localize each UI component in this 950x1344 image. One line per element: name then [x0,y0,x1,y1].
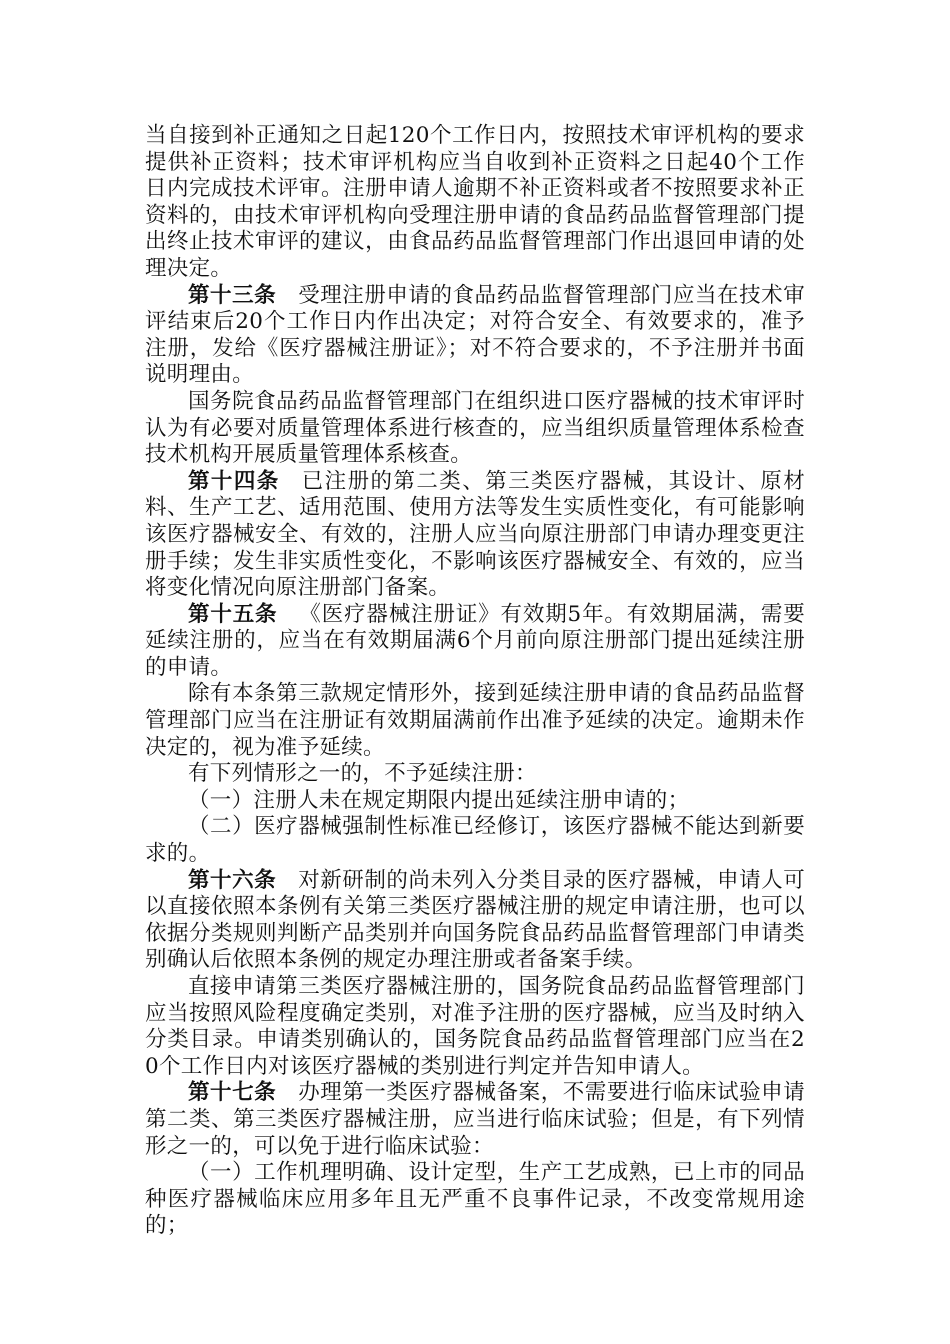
article-15-para-3 [145,761,805,788]
article-13 [145,283,805,389]
article-15 [145,602,805,682]
article-number: 第十四条 [188,468,280,494]
article-13-para-2 [145,389,805,469]
article-15-item-1 [145,788,805,815]
article-17-item-1 [145,1160,805,1240]
paragraph-text: 除有本条第三款规定情形外，接到延续注册申请的食品药品监督管理部门应当在注册证有效期届满前作出准予延续的决定。逾期未作决定的，视为准予延续。 [145,681,805,760]
article-17 [145,1080,805,1160]
paragraph-text: 办理第一类医疗器械备案，不需要进行临床试验申请第二类、第三类医疗器械注册，应当进行临床试验；但是，有下列情形之一的，可以免于进行临床试验： [145,1080,805,1159]
paragraph-continuation [145,123,805,283]
article-16 [145,868,805,974]
article-15-para-2 [145,681,805,761]
paragraph-text: 已注册的第二类、第三类医疗器械，其设计、原材料、生产工艺、适用范围、使用方法等发生实质性变化，有可能影响该医疗器械安全、有效的，注册人应当向原注册部门申请办理变更注册手续；发生非实质性变化，不影响该医疗器械安全、有效的，应当将变化情况向原注册部门备案。 [145,468,805,601]
paragraph-text: 国务院食品药品监督管理部门在组织进口医疗器械的技术审评时认为有必要对质量管理体系进行核查的，应当组织质量管理体系检查技术机构开展质量管理体系核查。 [145,388,805,468]
paragraph-text: 对新研制的尚未列入分类目录的医疗器械，申请人可以直接依照本条例有关第三类医疗器械注册的规定申请注册，也可以依据分类规则判断产品类别并向国务院食品药品监督管理部门申请类别确认后依照本条例的规定办理注册或者备案手续。 [145,867,805,973]
paragraph-text: 有下列情形之一的，不予延续注册： [188,761,537,787]
article-16-para-2 [145,974,805,1080]
paragraph-text: 直接申请第三类医疗器械注册的，国务院食品药品监督管理部门应当按照风险程度确定类别，对准予注册的医疗器械，应当及时纳入分类目录。申请类别确认的，国务院食品药品监督管理部门应当在20个工作日内对该医疗器械的类别进行判定并告知申请人。 [145,974,805,1079]
paragraph-text: 当自接到补正通知之日起120个工作日内，按照技术审评机构的要求提供补正资料；技术审评机构应当自收到补正资料之日起40个工作日内完成技术评审。注册申请人逾期不补正资料或者不按照要求补正资料的，由技术审评机构向受理注册申请的食品药品监督管理部门提出终止技术审评的建议，由食品药品监督管理部门作出退回申请的处理决定。 [145,123,805,281]
article-number: 第十六条 [188,867,277,893]
article-number: 第十七条 [188,1080,277,1106]
paragraph-text: （一）工作机理明确、设计定型，生产工艺成熟，已上市的同品种医疗器械临床应用多年且无严重不良事件记录，不改变常规用途的； [145,1160,805,1239]
article-number: 第十五条 [188,601,278,627]
paragraph-text: （一）注册人未在规定期限内提出延续注册申请的； [188,787,690,813]
paragraph-text: （二）医疗器械强制性标准已经修订，该医疗器械不能达到新要求的。 [145,814,805,867]
article-15-item-2 [145,814,805,867]
article-number: 第十三条 [188,282,277,308]
paragraph-text: 《医疗器械注册证》有效期5年。有效期届满，需要延续注册的，应当在有效期届满6个月前向原注册部门提出延续注册的申请。 [145,601,805,680]
article-14 [145,469,805,602]
paragraph-text: 受理注册申请的食品药品监督管理部门应当在技术审评结束后20个工作日内作出决定；对符合安全、有效要求的，准予注册，发给《医疗器械注册证》；对不符合要求的，不予注册并书面说明理由。 [145,282,805,388]
document-page [145,123,805,1240]
